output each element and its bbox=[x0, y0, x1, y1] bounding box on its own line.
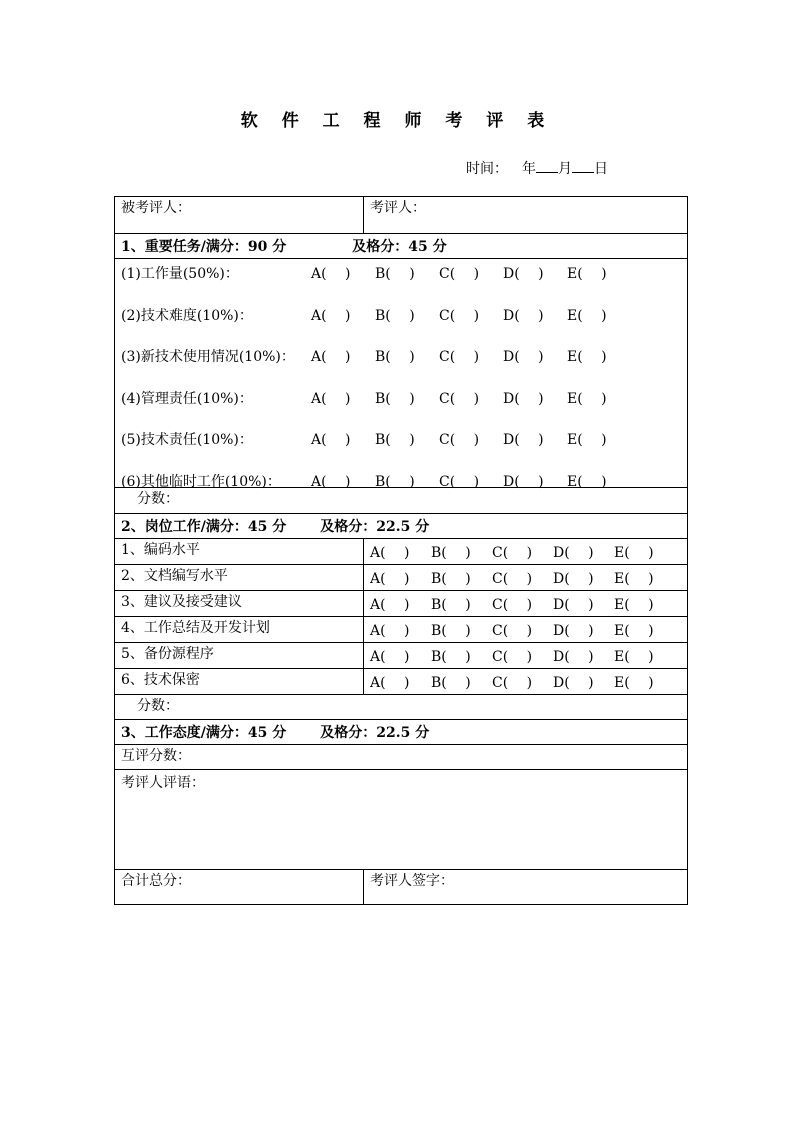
grade-option[interactable]: E( ) bbox=[614, 623, 654, 639]
grade-option[interactable]: E( ) bbox=[614, 571, 654, 587]
grade-options bbox=[311, 263, 631, 283]
section1-item-label: (3)新技术使用情况(10%)： bbox=[121, 349, 295, 365]
section2-item-label: 3、建议及接受建议 bbox=[115, 591, 364, 616]
section1-criteria bbox=[115, 259, 687, 490]
comments-row bbox=[115, 769, 687, 869]
section2-pass: 及格分：22.5 分 bbox=[320, 519, 430, 535]
grade-option[interactable]: C( ) bbox=[492, 649, 533, 665]
grade-options bbox=[370, 594, 687, 614]
grade-option[interactable]: C( ) bbox=[492, 597, 533, 613]
grade-options bbox=[311, 346, 631, 366]
form-title: 软 件 工 程 师 考 评 表 bbox=[240, 111, 554, 131]
grade-option[interactable]: A( ) bbox=[311, 432, 351, 448]
grade-option[interactable]: A( ) bbox=[370, 571, 410, 587]
section2-score-row bbox=[115, 694, 687, 719]
section2-heading-row bbox=[115, 513, 687, 538]
grade-option[interactable]: E( ) bbox=[567, 307, 607, 324]
grade-option[interactable]: A( ) bbox=[370, 623, 410, 639]
grade-option[interactable]: B( ) bbox=[375, 349, 415, 365]
section2-item-label: 5、备份源程序 bbox=[115, 643, 364, 668]
grade-option[interactable]: E( ) bbox=[567, 349, 607, 365]
grade-option[interactable]: B( ) bbox=[431, 675, 471, 691]
section2-item-row bbox=[115, 668, 687, 694]
month-blank[interactable] bbox=[536, 158, 558, 173]
grade-option[interactable]: C( ) bbox=[492, 571, 533, 587]
section2-item-row bbox=[115, 642, 687, 668]
grade-option[interactable]: C( ) bbox=[492, 623, 533, 639]
date-label: 时间： bbox=[466, 161, 508, 177]
grade-option[interactable]: C( ) bbox=[439, 307, 480, 324]
grade-option[interactable]: D( ) bbox=[553, 649, 594, 665]
section3-pass: 及格分：22.5 分 bbox=[320, 725, 430, 741]
grade-option[interactable]: A( ) bbox=[311, 473, 351, 490]
date-month: 月 bbox=[558, 161, 572, 177]
total-score-field[interactable]: 合计总分： bbox=[115, 870, 364, 904]
section1-item bbox=[121, 346, 687, 388]
grade-option[interactable]: D( ) bbox=[503, 390, 544, 407]
section2-item-label: 1、编码水平 bbox=[115, 539, 364, 564]
grade-option[interactable]: A( ) bbox=[311, 266, 351, 282]
section2-score[interactable]: 分数： bbox=[137, 698, 179, 714]
grade-option[interactable]: E( ) bbox=[614, 597, 654, 613]
section1-item-label: (6)其他临时工作(10%)： bbox=[121, 473, 281, 490]
section1-item bbox=[121, 263, 687, 305]
grade-option[interactable]: A( ) bbox=[311, 390, 351, 407]
grade-option[interactable]: B( ) bbox=[431, 545, 471, 561]
grade-option[interactable]: A( ) bbox=[370, 597, 410, 613]
grade-option[interactable]: A( ) bbox=[370, 675, 410, 691]
grade-option[interactable]: B( ) bbox=[375, 390, 415, 407]
section1-item bbox=[121, 388, 687, 430]
section2-item-row bbox=[115, 564, 687, 590]
grade-option[interactable]: B( ) bbox=[431, 649, 471, 665]
section2-item-row bbox=[115, 538, 687, 564]
header-row bbox=[115, 197, 687, 233]
grade-option[interactable]: D( ) bbox=[553, 623, 594, 639]
date-day: 日 bbox=[594, 161, 608, 177]
grade-option[interactable]: C( ) bbox=[492, 545, 533, 561]
grade-option[interactable]: D( ) bbox=[503, 307, 544, 324]
section2-item-label: 6、技术保密 bbox=[115, 669, 364, 694]
grade-option[interactable]: B( ) bbox=[431, 597, 471, 613]
grade-option[interactable]: E( ) bbox=[614, 675, 654, 691]
section1-heading-row bbox=[115, 233, 687, 258]
section1-pass: 及格分：45 分 bbox=[352, 239, 447, 255]
grade-option[interactable]: C( ) bbox=[439, 349, 480, 365]
section1-heading: 1、重要任务/满分：90 分 bbox=[121, 239, 287, 255]
grade-option[interactable]: E( ) bbox=[567, 390, 607, 407]
grade-option[interactable]: E( ) bbox=[567, 266, 607, 282]
grade-option[interactable]: C( ) bbox=[439, 473, 480, 490]
grade-option[interactable]: A( ) bbox=[370, 545, 410, 561]
section2-item-row bbox=[115, 590, 687, 616]
section1-criteria-row bbox=[115, 258, 687, 490]
evaluation-table bbox=[114, 196, 688, 905]
section1-item-label: (4)管理责任(10%)： bbox=[121, 390, 253, 407]
grade-options bbox=[370, 620, 687, 640]
section2-heading: 2、岗位工作/满分：45 分 bbox=[121, 519, 287, 535]
grade-option[interactable]: E( ) bbox=[614, 649, 654, 665]
grade-option[interactable]: C( ) bbox=[492, 675, 533, 691]
section1-item-label: (1)工作量(50%)： bbox=[121, 266, 239, 282]
section1-item-label: (5)技术责任(10%)： bbox=[121, 432, 253, 448]
section2-item-row bbox=[115, 616, 687, 642]
grade-option[interactable]: A( ) bbox=[370, 649, 410, 665]
grade-options bbox=[370, 568, 687, 588]
grade-option[interactable]: C( ) bbox=[439, 390, 480, 407]
grade-option[interactable]: D( ) bbox=[553, 571, 594, 587]
peer-score-field[interactable]: 互评分数： bbox=[121, 748, 191, 764]
day-blank[interactable] bbox=[572, 158, 594, 173]
section1-score-row bbox=[115, 487, 687, 513]
grade-option[interactable]: E( ) bbox=[614, 545, 654, 561]
date-year: 年 bbox=[522, 161, 536, 177]
grade-option[interactable]: B( ) bbox=[375, 266, 415, 282]
grade-option[interactable]: B( ) bbox=[375, 432, 415, 448]
evaluator-field[interactable]: 考评人： bbox=[370, 200, 426, 216]
section2-item-label: 2、文档编写水平 bbox=[115, 565, 364, 590]
section1-item bbox=[121, 429, 687, 471]
comments-field[interactable]: 考评人评语： bbox=[121, 775, 205, 791]
grade-option[interactable]: E( ) bbox=[567, 473, 607, 490]
grade-option[interactable]: A( ) bbox=[311, 307, 351, 324]
grade-option[interactable]: B( ) bbox=[431, 571, 471, 587]
grade-option[interactable]: D( ) bbox=[503, 473, 544, 490]
section3-heading: 3、工作态度/满分：45 分 bbox=[121, 725, 287, 741]
grade-option[interactable]: B( ) bbox=[375, 307, 415, 324]
grade-option[interactable]: A( ) bbox=[311, 349, 351, 365]
grade-option[interactable]: C( ) bbox=[439, 266, 480, 282]
grade-options bbox=[311, 305, 631, 325]
grade-option[interactable]: D( ) bbox=[553, 597, 594, 613]
grade-option[interactable]: D( ) bbox=[503, 266, 544, 282]
grade-option[interactable]: D( ) bbox=[503, 432, 544, 448]
grade-options bbox=[311, 388, 631, 408]
signature-field[interactable]: 考评人签字： bbox=[370, 873, 454, 889]
section3-heading-row bbox=[115, 719, 687, 744]
grade-option[interactable]: D( ) bbox=[553, 675, 594, 691]
peer-score-row bbox=[115, 744, 687, 769]
evaluatee-field[interactable]: 被考评人： bbox=[115, 197, 364, 233]
section2-item-label: 4、工作总结及开发计划 bbox=[115, 617, 364, 642]
grade-options bbox=[370, 646, 687, 666]
grade-option[interactable]: B( ) bbox=[375, 473, 415, 490]
section1-item bbox=[121, 305, 687, 347]
grade-option[interactable]: E( ) bbox=[567, 432, 607, 448]
section1-score[interactable]: 分数： bbox=[137, 491, 179, 507]
grade-options bbox=[370, 672, 687, 692]
date-line bbox=[466, 158, 608, 178]
grade-option[interactable]: B( ) bbox=[431, 623, 471, 639]
grade-option[interactable]: D( ) bbox=[503, 349, 544, 365]
section1-item-label: (2)技术难度(10%)： bbox=[121, 307, 253, 324]
grade-option[interactable]: C( ) bbox=[439, 432, 480, 448]
grade-options bbox=[370, 542, 687, 562]
grade-options bbox=[311, 429, 631, 449]
grade-option[interactable]: D( ) bbox=[553, 545, 594, 561]
footer-row bbox=[115, 869, 687, 904]
section2-criteria bbox=[115, 538, 687, 694]
